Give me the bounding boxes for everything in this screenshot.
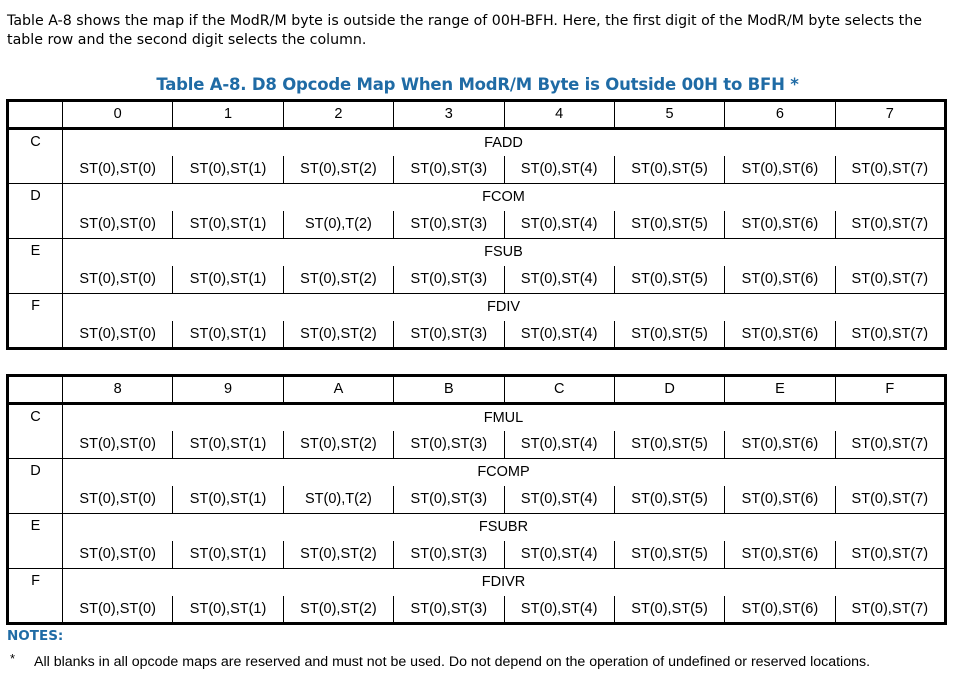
column-header: 4 bbox=[504, 101, 614, 129]
operand-cell: ST(0),ST(5) bbox=[614, 321, 724, 349]
notes-title: NOTES: bbox=[7, 628, 64, 644]
mnemonic-row bbox=[8, 183, 946, 211]
mnemonic-cell: FDIV bbox=[63, 293, 946, 321]
operand-cell: ST(0),ST(2) bbox=[283, 321, 393, 349]
note-marker: * bbox=[10, 651, 16, 666]
operand-cell: ST(0),ST(4) bbox=[504, 541, 614, 569]
operand-cell: ST(0),ST(6) bbox=[725, 486, 835, 514]
row-label: F bbox=[8, 293, 63, 348]
mnemonic-cell: FCOMP bbox=[63, 458, 946, 486]
column-header-row bbox=[8, 101, 946, 129]
operand-cell: ST(0),ST(7) bbox=[835, 431, 945, 459]
column-header: 7 bbox=[835, 101, 945, 129]
column-header: E bbox=[725, 376, 835, 404]
row-label: C bbox=[8, 128, 63, 183]
row-label: D bbox=[8, 458, 63, 513]
operand-cell: ST(0),ST(6) bbox=[725, 431, 835, 459]
operand-cell: ST(0),ST(3) bbox=[394, 211, 504, 239]
corner-cell bbox=[8, 376, 63, 404]
operand-cell: ST(0),ST(2) bbox=[283, 596, 393, 624]
operand-row bbox=[8, 321, 946, 349]
row-label: E bbox=[8, 238, 63, 293]
operand-cell: ST(0),ST(7) bbox=[835, 211, 945, 239]
column-header: A bbox=[283, 376, 393, 404]
operand-row bbox=[8, 541, 946, 569]
row-label: C bbox=[8, 403, 63, 458]
operand-cell: ST(0),ST(0) bbox=[63, 266, 173, 294]
operand-cell: ST(0),ST(3) bbox=[394, 486, 504, 514]
operand-cell: ST(0),ST(2) bbox=[283, 156, 393, 184]
operand-cell: ST(0),ST(3) bbox=[394, 321, 504, 349]
mnemonic-cell: FCOM bbox=[63, 183, 946, 211]
operand-cell: ST(0),ST(2) bbox=[283, 266, 393, 294]
operand-cell: ST(0),ST(5) bbox=[614, 596, 724, 624]
operand-cell: ST(0),ST(6) bbox=[725, 321, 835, 349]
operand-row bbox=[8, 266, 946, 294]
operand-cell: ST(0),ST(6) bbox=[725, 266, 835, 294]
operand-cell: ST(0),ST(7) bbox=[835, 596, 945, 624]
mnemonic-cell: FDIVR bbox=[63, 568, 946, 596]
operand-row bbox=[8, 486, 946, 514]
operand-cell: ST(0),ST(3) bbox=[394, 541, 504, 569]
mnemonic-row bbox=[8, 513, 946, 541]
operand-cell: ST(0),ST(3) bbox=[394, 431, 504, 459]
operand-cell: ST(0),ST(1) bbox=[173, 596, 283, 624]
operand-cell: ST(0),ST(1) bbox=[173, 321, 283, 349]
operand-cell: ST(0),ST(6) bbox=[725, 156, 835, 184]
operand-cell: ST(0),ST(5) bbox=[614, 211, 724, 239]
column-header: D bbox=[614, 376, 724, 404]
operand-cell: ST(0),ST(4) bbox=[504, 266, 614, 294]
operand-cell: ST(0),ST(0) bbox=[63, 211, 173, 239]
operand-cell: ST(0),ST(7) bbox=[835, 486, 945, 514]
column-header: F bbox=[835, 376, 945, 404]
operand-cell: ST(0),ST(1) bbox=[173, 266, 283, 294]
column-header: B bbox=[394, 376, 504, 404]
operand-cell: ST(0),ST(6) bbox=[725, 541, 835, 569]
operand-cell: ST(0),ST(0) bbox=[63, 486, 173, 514]
column-header: 8 bbox=[63, 376, 173, 404]
operand-cell: ST(0),ST(1) bbox=[173, 486, 283, 514]
column-header: 6 bbox=[725, 101, 835, 129]
operand-cell: ST(0),ST(1) bbox=[173, 541, 283, 569]
operand-cell: ST(0),ST(1) bbox=[173, 211, 283, 239]
operand-cell: ST(0),ST(0) bbox=[63, 431, 173, 459]
opcode-map-table-8-f bbox=[6, 374, 947, 625]
operand-cell: ST(0),T(2) bbox=[283, 211, 393, 239]
operand-cell: ST(0),ST(1) bbox=[173, 156, 283, 184]
column-header: 1 bbox=[173, 101, 283, 129]
operand-cell: ST(0),ST(4) bbox=[504, 431, 614, 459]
row-label: D bbox=[8, 183, 63, 238]
mnemonic-cell: FSUBR bbox=[63, 513, 946, 541]
column-header: C bbox=[504, 376, 614, 404]
operand-cell: ST(0),ST(5) bbox=[614, 266, 724, 294]
operand-cell: ST(0),ST(5) bbox=[614, 541, 724, 569]
operand-cell: ST(0),ST(7) bbox=[835, 156, 945, 184]
operand-cell: ST(0),ST(3) bbox=[394, 596, 504, 624]
operand-cell: ST(0),ST(0) bbox=[63, 321, 173, 349]
column-header: 3 bbox=[394, 101, 504, 129]
operand-cell: ST(0),ST(3) bbox=[394, 156, 504, 184]
note-text: All blanks in all opcode maps are reserved and must not be used. Do not depend on the operation of undefined or reserved locations. bbox=[34, 654, 871, 670]
operand-cell: ST(0),ST(7) bbox=[835, 541, 945, 569]
operand-cell: ST(0),ST(0) bbox=[63, 596, 173, 624]
operand-cell: ST(0),ST(7) bbox=[835, 321, 945, 349]
operand-cell: ST(0),ST(1) bbox=[173, 431, 283, 459]
table-caption: Table A-8. D8 Opcode Map When ModR/M Byte is Outside 00H to BFH * bbox=[156, 75, 799, 94]
operand-cell: ST(0),ST(5) bbox=[614, 486, 724, 514]
operand-row bbox=[8, 156, 946, 184]
operand-cell: ST(0),ST(6) bbox=[725, 211, 835, 239]
mnemonic-cell: FADD bbox=[63, 128, 946, 156]
mnemonic-row bbox=[8, 293, 946, 321]
mnemonic-row bbox=[8, 403, 946, 431]
mnemonic-row bbox=[8, 458, 946, 486]
column-header: 2 bbox=[283, 101, 393, 129]
operand-cell: ST(0),ST(7) bbox=[835, 266, 945, 294]
column-header-row bbox=[8, 376, 946, 404]
operand-cell: ST(0),ST(6) bbox=[725, 596, 835, 624]
operand-cell: ST(0),ST(2) bbox=[283, 541, 393, 569]
opcode-map-table-0-7 bbox=[6, 99, 947, 350]
operand-cell: ST(0),ST(2) bbox=[283, 431, 393, 459]
operand-cell: ST(0),ST(0) bbox=[63, 156, 173, 184]
operand-cell: ST(0),ST(5) bbox=[614, 431, 724, 459]
mnemonic-cell: FMUL bbox=[63, 403, 946, 431]
operand-row bbox=[8, 431, 946, 459]
mnemonic-cell: FSUB bbox=[63, 238, 946, 266]
operand-cell: ST(0),ST(5) bbox=[614, 156, 724, 184]
operand-cell: ST(0),ST(4) bbox=[504, 321, 614, 349]
note-item bbox=[10, 651, 870, 670]
operand-cell: ST(0),ST(3) bbox=[394, 266, 504, 294]
operand-cell: ST(0),T(2) bbox=[283, 486, 393, 514]
mnemonic-row bbox=[8, 238, 946, 266]
column-header: 0 bbox=[63, 101, 173, 129]
operand-cell: ST(0),ST(4) bbox=[504, 156, 614, 184]
row-label: E bbox=[8, 513, 63, 568]
column-header: 5 bbox=[614, 101, 724, 129]
operand-cell: ST(0),ST(4) bbox=[504, 596, 614, 624]
operand-row bbox=[8, 596, 946, 624]
mnemonic-row bbox=[8, 128, 946, 156]
column-header: 9 bbox=[173, 376, 283, 404]
operand-cell: ST(0),ST(0) bbox=[63, 541, 173, 569]
operand-cell: ST(0),ST(4) bbox=[504, 486, 614, 514]
row-label: F bbox=[8, 568, 63, 623]
operand-row bbox=[8, 211, 946, 239]
intro-paragraph: Table A-8 shows the map if the ModR/M byte is outside the range of 00H-BFH. Here, the first digit of the ModR/M byte selects the table row and the second digit selects the column. bbox=[7, 13, 922, 48]
mnemonic-row bbox=[8, 568, 946, 596]
corner-cell bbox=[8, 101, 63, 129]
operand-cell: ST(0),ST(4) bbox=[504, 211, 614, 239]
